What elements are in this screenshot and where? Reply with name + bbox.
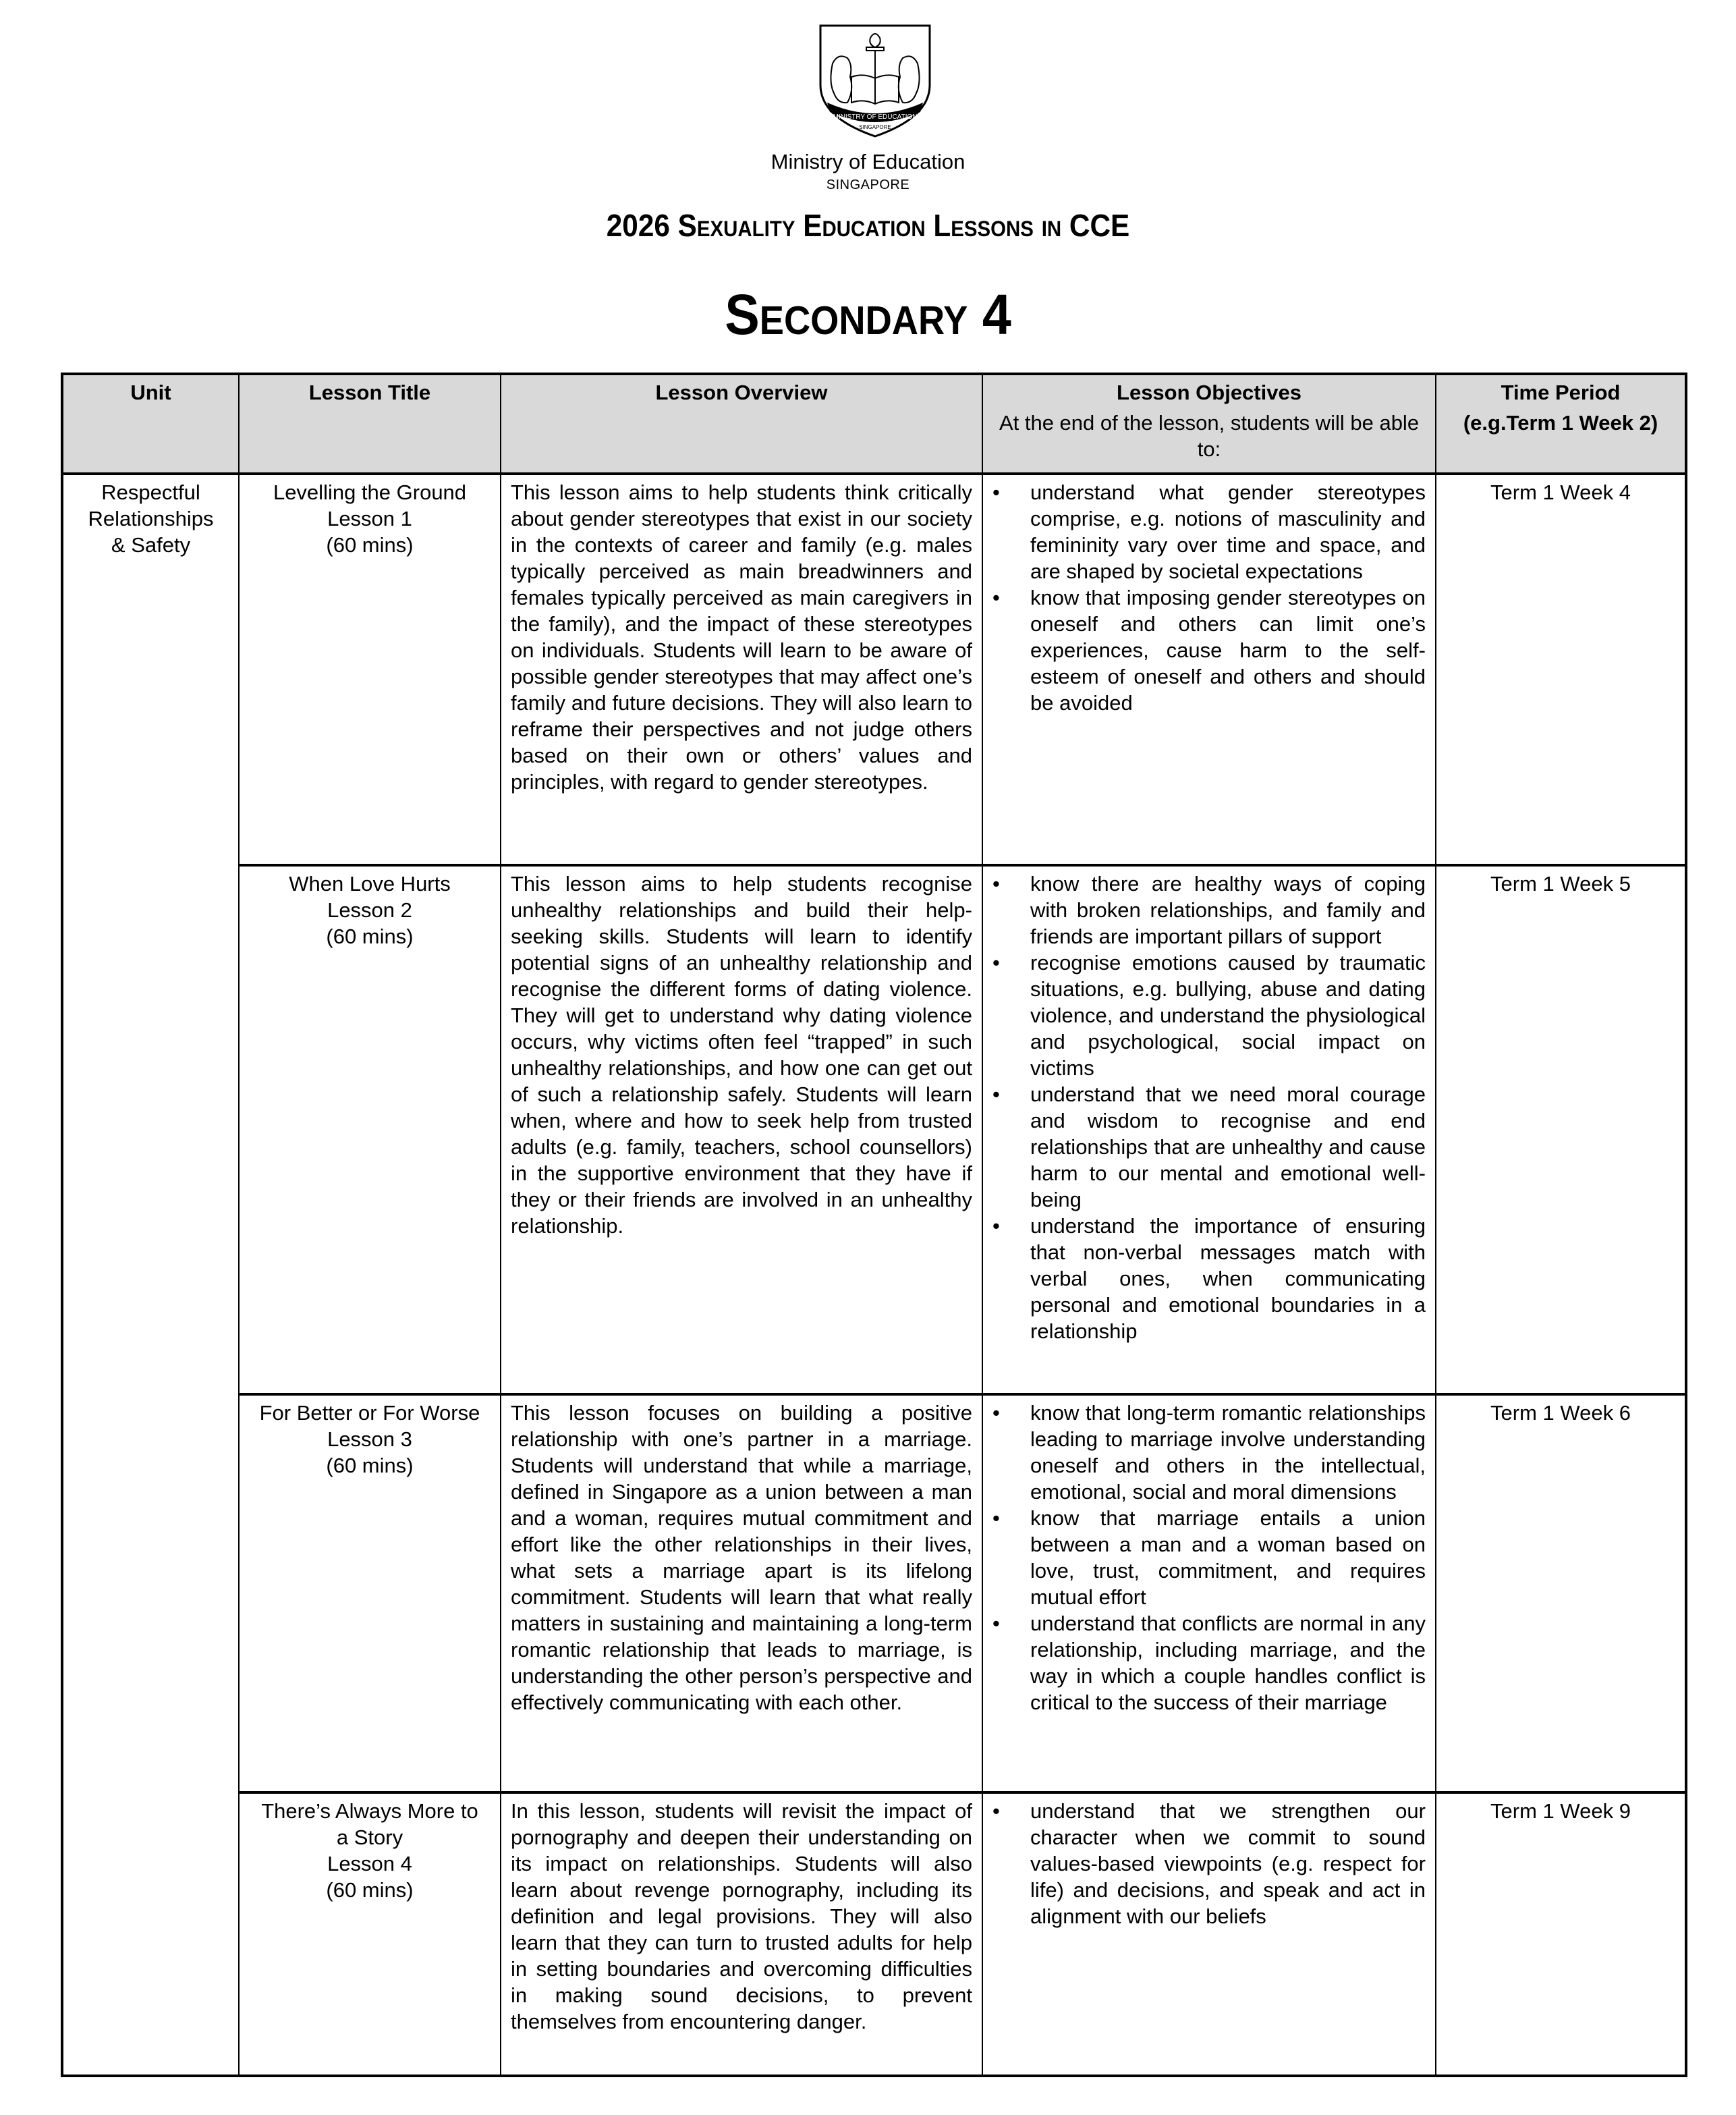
- objectives-list: [992, 479, 1426, 716]
- unit-label: Relationships: [88, 507, 214, 530]
- lesson-title: a Story: [336, 1825, 403, 1849]
- objective-item: • know that imposing gender stereotypes on oneself and others can limit one’s experiences, cause harm to the self-esteem of oneself and others and should be avoided: [992, 584, 1426, 716]
- lesson-number: Lesson 2: [327, 898, 412, 922]
- objective-item: • understand that we need moral courage and wisdom to recognise and end relationships that are unhealthy and cause harm to our mental and emotional well-being: [992, 1081, 1426, 1213]
- objective-item: • know there are healthy ways of coping with broken relationships, and family and friends are important pillars of support: [992, 871, 1426, 950]
- lesson-title-cell: [239, 1792, 501, 2076]
- lesson-title: Levelling the Ground: [273, 480, 467, 504]
- objective-item: • know that long-term romantic relationships leading to marriage involve understanding oneself and others in the intellectual, emotional, social and moral dimensions: [992, 1400, 1426, 1505]
- lesson-number: Lesson 3: [327, 1427, 412, 1451]
- lesson-objectives-cell: [982, 1792, 1436, 2076]
- unit-label: & Safety: [111, 533, 191, 557]
- lesson-objectives-cell: [982, 474, 1436, 865]
- column-header-label: Lesson Title: [308, 381, 431, 404]
- column-header-label: Lesson Overview: [655, 381, 828, 404]
- table-row: [62, 865, 1686, 1394]
- table-row: [62, 1792, 1686, 2076]
- objective-item: • know that marriage entails a union between a man and a woman based on love, trust, commitment, and requires mutual effort: [992, 1505, 1426, 1610]
- crest-banner-text: MINISTRY OF EDUCATION: [833, 113, 918, 121]
- time-period-cell: Term 1 Week 5: [1436, 865, 1686, 1394]
- column-header-unit: [62, 374, 239, 474]
- org-name: Ministry of Education: [771, 150, 965, 173]
- level-title: Secondary 4: [725, 283, 1011, 346]
- lesson-objectives-cell: [982, 1394, 1436, 1792]
- objectives-list: [992, 871, 1426, 1344]
- column-header-label: Time Period: [1501, 381, 1621, 404]
- lesson-overview-cell: This lesson aims to help students think critically about gender stereotypes that exist in our society in the contexts of career and family (e.g. males typically perceived as main breadwinners and females typically perceived as main caregivers in the family), and the impact of these stereotypes on individuals. Students will learn to be aware of possible gender stereotypes that may affect one’s family and future decisions. They will also learn to reframe their perspectives and not judge others based on their own or others’ values and principles, with regard to gender stereotypes.: [501, 474, 982, 865]
- column-header-time-period: [1436, 374, 1686, 474]
- table-row: [62, 474, 1686, 865]
- table-header-row: [62, 374, 1686, 474]
- lesson-overview-cell: In this lesson, students will revisit the impact of pornography and deepen their understanding on its impact on relationships. Students will also learn about revenge pornography, including its definition and legal provisions. They will also learn that they can turn to trusted adults for help in setting boundaries and overcoming difficulties in making sound decisions, to prevent themselves from encountering danger.: [501, 1792, 982, 2076]
- unit-label: Respectful: [101, 480, 200, 504]
- column-header-lesson-objectives: [982, 374, 1436, 474]
- lesson-duration: (60 mins): [326, 533, 414, 557]
- lesson-title-cell: [239, 865, 501, 1394]
- time-period-cell: Term 1 Week 4: [1436, 474, 1686, 865]
- column-header-sublabel: At the end of the lesson, students will be able to:: [999, 411, 1420, 461]
- objectives-list: [992, 1400, 1426, 1715]
- column-header-sublabel: (e.g.Term 1 Week 2): [1463, 411, 1658, 435]
- lesson-duration: (60 mins): [326, 1454, 414, 1477]
- column-header-label: Lesson Objectives: [1117, 381, 1301, 404]
- unit-cell: [62, 474, 239, 2076]
- column-header-label: Unit: [130, 381, 171, 404]
- time-period-cell: Term 1 Week 6: [1436, 1394, 1686, 1792]
- lesson-title: There’s Always More to: [261, 1799, 478, 1823]
- lesson-overview-cell: This lesson focuses on building a positive relationship with one’s partner in a marriage. Students will understand that while a marriage, defined in Singapore as a union between a man and a woman, requires mutual commitment and effort like the other relationships in their lives, what sets a marriage apart is its lifelong commitment. Students will learn that what really matters in sustaining and maintaining a long-term romantic relationship that leads to marriage, is understanding the other person’s perspective and effectively communicating with each other.: [501, 1394, 982, 1792]
- objective-item: • understand what gender stereotypes comprise, e.g. notions of masculinity and femininity vary over time and space, and are shaped by societal expectations: [992, 479, 1426, 584]
- objective-item: • recognise emotions caused by traumatic situations, e.g. bullying, abuse and dating violence, and understand the physiological and psychological, social impact on victims: [992, 950, 1426, 1081]
- lesson-overview-cell: This lesson aims to help students recognise unhealthy relationships and build their help-seeking skills. Students will learn to identify potential signs of an unhealthy relationship and recognise the different forms of dating violence. They will get to understand why dating violence occurs, why victims often feel “trapped” in such unhealthy relationships, and how one can get out of such a relationship safely. Students will learn when, where and how to seek help from trusted adults (e.g. family, teachers, school counsellors) in the supportive environment that they have if they or their friends are involved in an unhealthy relationship.: [501, 865, 982, 1394]
- lesson-title-cell: [239, 1394, 501, 1792]
- column-header-lesson-title: [239, 374, 501, 474]
- lesson-objectives-cell: [982, 865, 1436, 1394]
- document-title: 2026 Sexuality Education Lessons in CCE: [606, 208, 1130, 243]
- moe-crest-icon: [818, 23, 932, 139]
- org-country: SINGAPORE: [826, 177, 910, 192]
- objective-item: • understand that we strengthen our character when we commit to sound values-based viewpoints (e.g. respect for life) and decisions, and speak and act in alignment with our beliefs: [992, 1798, 1426, 1929]
- crest-footer-text: SINGAPORE: [859, 124, 891, 130]
- lesson-title-cell: [239, 474, 501, 865]
- objectives-list: [992, 1798, 1426, 1929]
- lesson-duration: (60 mins): [326, 1878, 414, 1902]
- table-row: [62, 1394, 1686, 1792]
- objective-item: • understand the importance of ensuring that non-verbal messages match with verbal ones, when communicating personal and emotional boundaries in a relationship: [992, 1213, 1426, 1344]
- lessons-table: [61, 373, 1687, 2077]
- lesson-title: When Love Hurts: [289, 872, 451, 896]
- column-header-lesson-overview: [501, 374, 982, 474]
- lesson-duration: (60 mins): [326, 925, 414, 948]
- lesson-number: Lesson 4: [327, 1852, 412, 1875]
- objective-item: • understand that conflicts are normal in any relationship, including marriage, and the way in which a couple handles conflict is critical to the success of their marriage: [992, 1610, 1426, 1715]
- lesson-title: For Better or For Worse: [259, 1401, 480, 1425]
- lesson-number: Lesson 1: [327, 507, 412, 530]
- time-period-cell: Term 1 Week 9: [1436, 1792, 1686, 2076]
